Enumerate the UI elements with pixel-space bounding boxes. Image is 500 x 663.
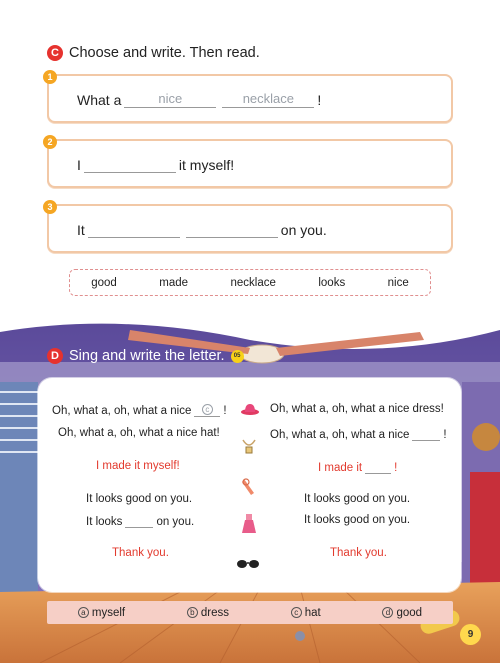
section-c-header [47,45,260,61]
option-a-letter: a [78,607,89,618]
left-lyric-1-answer: c [202,404,213,415]
option-a [78,607,125,619]
left-lyric-1-text: Oh, what a, oh, what a nice [52,405,192,417]
option-d [382,607,422,619]
word-bank-item: good [91,276,117,289]
q1-blank-1[interactable]: nice [124,90,216,108]
question-box-2 [47,139,453,188]
dress-icon [241,513,257,535]
q3-blank-2[interactable] [186,220,278,238]
right-lyric-2 [270,427,447,441]
left-lyric-4: It looks good on you. [86,493,193,505]
right-lyric-1: Oh, what a, oh, what a nice dress! [270,403,444,415]
left-lyric-5-end: on you. [156,516,195,528]
section-c-badge: C [47,45,63,61]
q1-blank-2[interactable]: necklace [222,90,314,108]
left-lyric-3: I made it myself! [96,460,180,472]
q1-before-text: What a [77,92,122,108]
page-number: 9 [460,624,481,645]
right-lyric-3-end: ! [394,462,398,474]
section-c-title: Choose and write. Then read. [69,45,260,61]
option-c-word: hat [304,606,321,619]
question-box-3 [47,204,453,253]
word-bank-item: nice [387,276,409,289]
word-bank-item: necklace [230,276,276,289]
necklace-icon [241,438,257,456]
left-lyric-1-blank[interactable] [194,403,220,417]
right-lyric-3-blank[interactable] [365,460,391,474]
question-line-1 [77,90,321,108]
hat-icon [240,402,260,416]
right-lyric-6: Thank you. [330,547,387,559]
left-lyric-6: Thank you. [112,547,169,559]
scarf-icon [241,477,257,497]
q2-before-text: I [77,157,81,173]
right-lyric-2-text: Oh, what a, oh, what a nice [270,429,410,441]
option-d-word: good [396,606,423,619]
left-lyric-2: Oh, what a, oh, what a nice hat! [58,427,220,439]
sunglasses-icon [236,558,260,570]
right-lyric-5: It looks good on you. [304,514,411,526]
option-b-letter: b [187,607,198,618]
q3-blank-1[interactable] [88,220,180,238]
option-c [291,607,321,619]
word-bank-item: made [159,276,189,289]
question-line-3 [77,220,327,238]
right-lyric-3 [318,460,397,474]
question-number-1: 1 [43,70,57,84]
left-lyric-5-blank[interactable] [125,514,153,528]
right-lyric-4: It looks good on you. [304,493,411,505]
q2-after-text: it myself! [178,157,235,173]
question-box-1 [47,74,453,123]
q3-before-text: It [77,222,85,238]
q2-blank-1[interactable] [84,155,176,173]
option-a-word: myself [91,606,126,619]
section-d-header [47,348,244,364]
word-bank [69,269,431,296]
section-d-title: Sing and write the letter. [69,348,225,364]
q3-after-text: on you. [280,222,327,238]
question-line-2 [77,155,234,173]
option-b [187,607,229,619]
right-lyric-2-end: ! [443,429,447,441]
word-bank-item: looks [318,276,346,289]
question-number-2: 2 [43,135,57,149]
option-d-letter: d [382,607,393,618]
q1-after-text: ! [317,92,322,108]
option-c-letter: c [291,607,302,618]
option-b-word: dress [200,606,229,619]
section-d-badge: D [47,348,63,364]
right-lyric-3-text: I made it [318,462,363,474]
left-lyric-1-end: ! [223,405,227,417]
left-lyric-5 [86,514,194,528]
answer-options-bar [47,601,453,624]
question-number-3: 3 [43,200,57,214]
right-lyric-2-blank[interactable] [412,427,440,441]
left-lyric-5-text: It looks [86,516,123,528]
left-lyric-1 [52,403,227,417]
audio-track-badge[interactable]: 05 [231,350,244,363]
